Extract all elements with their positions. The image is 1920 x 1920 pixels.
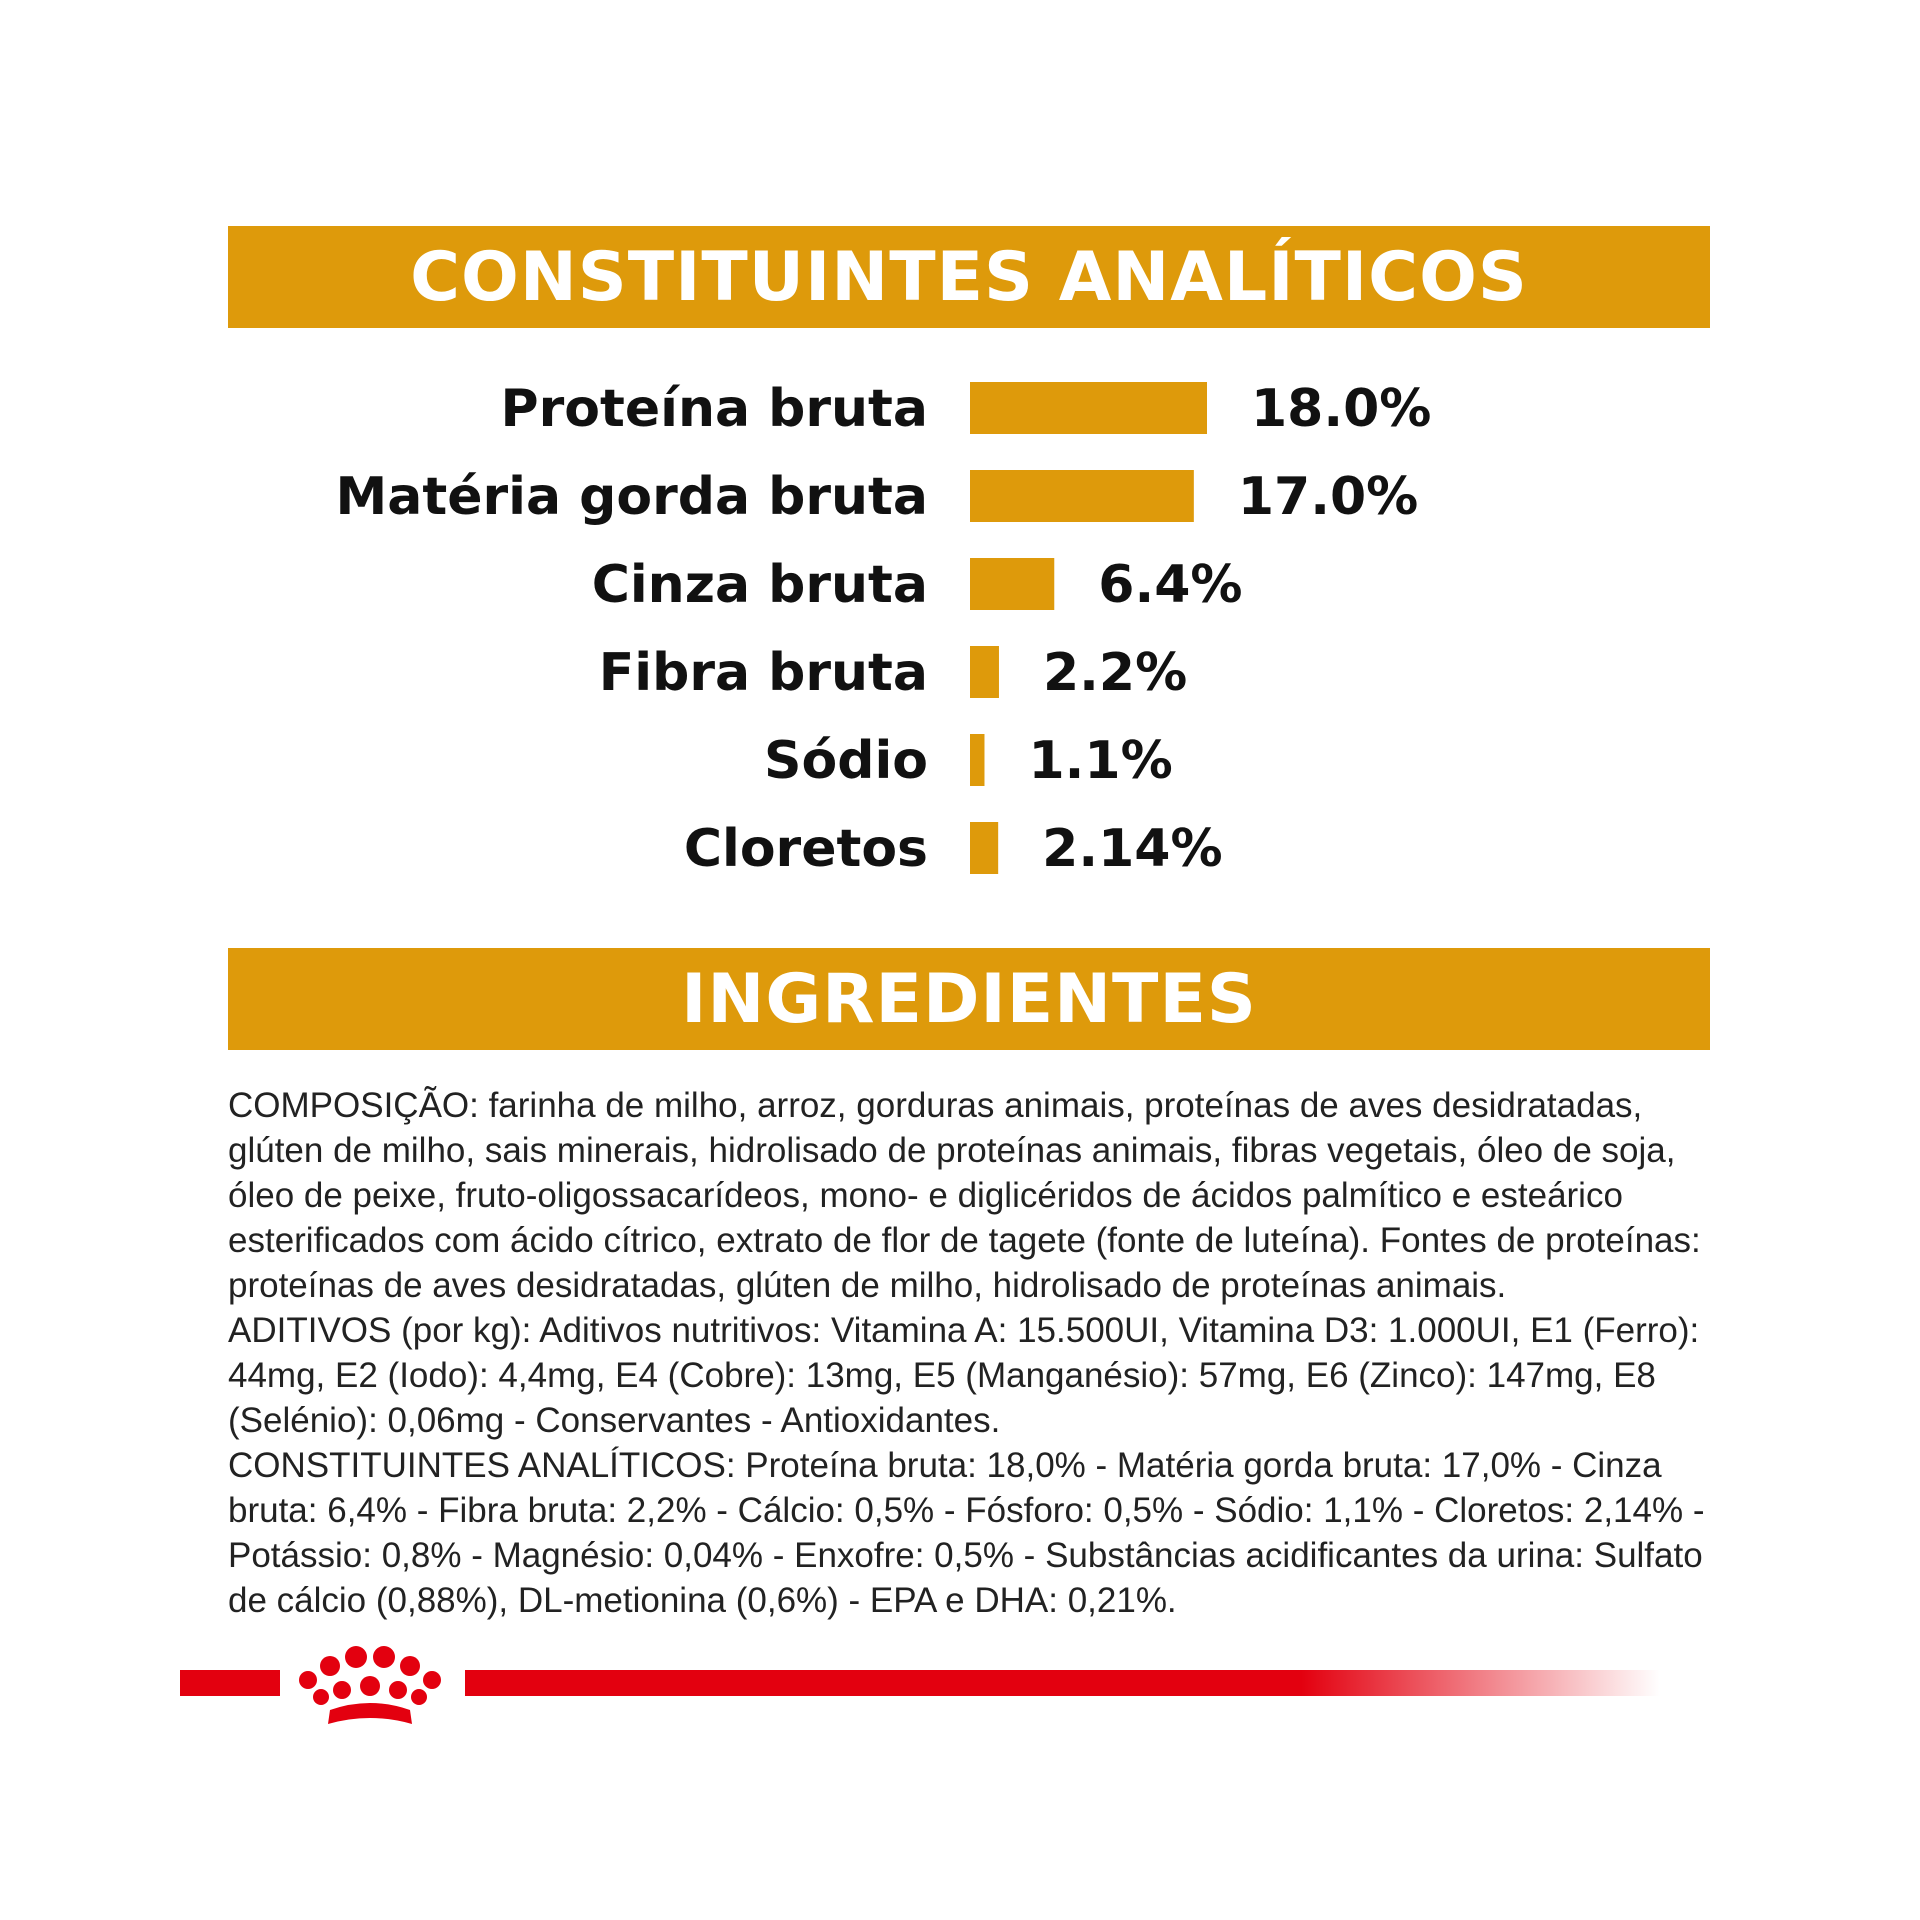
bar-value-label: 2.14%: [1042, 819, 1223, 879]
bar-label: Cinza bruta: [591, 555, 928, 615]
bar-label: Sódio: [764, 731, 928, 791]
brand-footer: [180, 1640, 1660, 1730]
footer-line-right: [465, 1670, 1660, 1696]
bar-value-label: 1.1%: [1028, 731, 1173, 791]
ingredients-header: INGREDIENTES: [228, 948, 1710, 1050]
footer-line-left: [180, 1670, 280, 1696]
bar-value-label: 6.4%: [1098, 555, 1243, 615]
bar-value-label: 17.0%: [1237, 467, 1419, 527]
analytics-header: CONSTITUINTES ANALÍTICOS: [228, 226, 1710, 328]
bar-label: Matéria gorda bruta: [335, 467, 928, 527]
analytics-bar-chart: [0, 0, 1920, 900]
bar: [970, 382, 1207, 434]
bar: [970, 734, 984, 786]
bar-value-label: 2.2%: [1042, 643, 1188, 703]
bar: [970, 822, 998, 874]
bar: [970, 646, 999, 698]
additives-paragraph: ADITIVOS (por kg): Aditivos nutritivos: Vitamina A: 15.500UI, Vitamina D3: 1.000UI, E1 (Ferro): 44mg, E2 (Iodo): 4,4mg, E4 (Cobre): 13mg, E5 (Manganésio): 57mg, E6 (Zinco): 147mg, E8 (Selénio): 0,06mg - Conservantes - Antioxidantes.: [228, 1311, 1700, 1440]
crown-icon: [299, 1646, 441, 1724]
bar-label: Fibra bruta: [598, 643, 928, 703]
ingredients-text-block: [228, 1083, 1718, 1623]
bar-label: Cloretos: [683, 819, 928, 879]
bar-label: Proteína bruta: [500, 379, 928, 439]
bar: [970, 558, 1054, 610]
bar: [970, 470, 1194, 522]
bar-value-label: 18.0%: [1251, 379, 1432, 439]
analytical-constituents-paragraph: CONSTITUINTES ANALÍTICOS: Proteína bruta: 18,0% - Matéria gorda bruta: 17,0% - Cinza bruta: 6,4% - Fibra bruta: 2,2% - Cálcio: 0,5% - Fósforo: 0,5% - Sódio: 1,1% - Cloretos: 2,14% - Potássio: 0,8% - Magnésio: 0,04% - Enxofre: 0,5% - Substâncias acidificantes da urina: Sulfato de cálcio (0,88%), DL-metionina (0,6%) - EPA e DHA: 0,21%.: [228, 1446, 1705, 1620]
composition-paragraph: COMPOSIÇÃO: farinha de milho, arroz, gorduras animais, proteínas de aves desidratadas, glúten de milho, sais minerais, hidrolisado de proteínas animais, fibras vegetais, óleo de soja, óleo de peixe, fruto-oligossacarídeos, mono- e diglicéridos de ácidos palmítico e esteárico esterificados com ácido cítrico, extrato de flor de tagete (fonte de luteína). Fontes de proteínas: proteínas de aves desidratadas, glúten de milho, hidrolisado de proteínas animais.: [228, 1086, 1701, 1305]
